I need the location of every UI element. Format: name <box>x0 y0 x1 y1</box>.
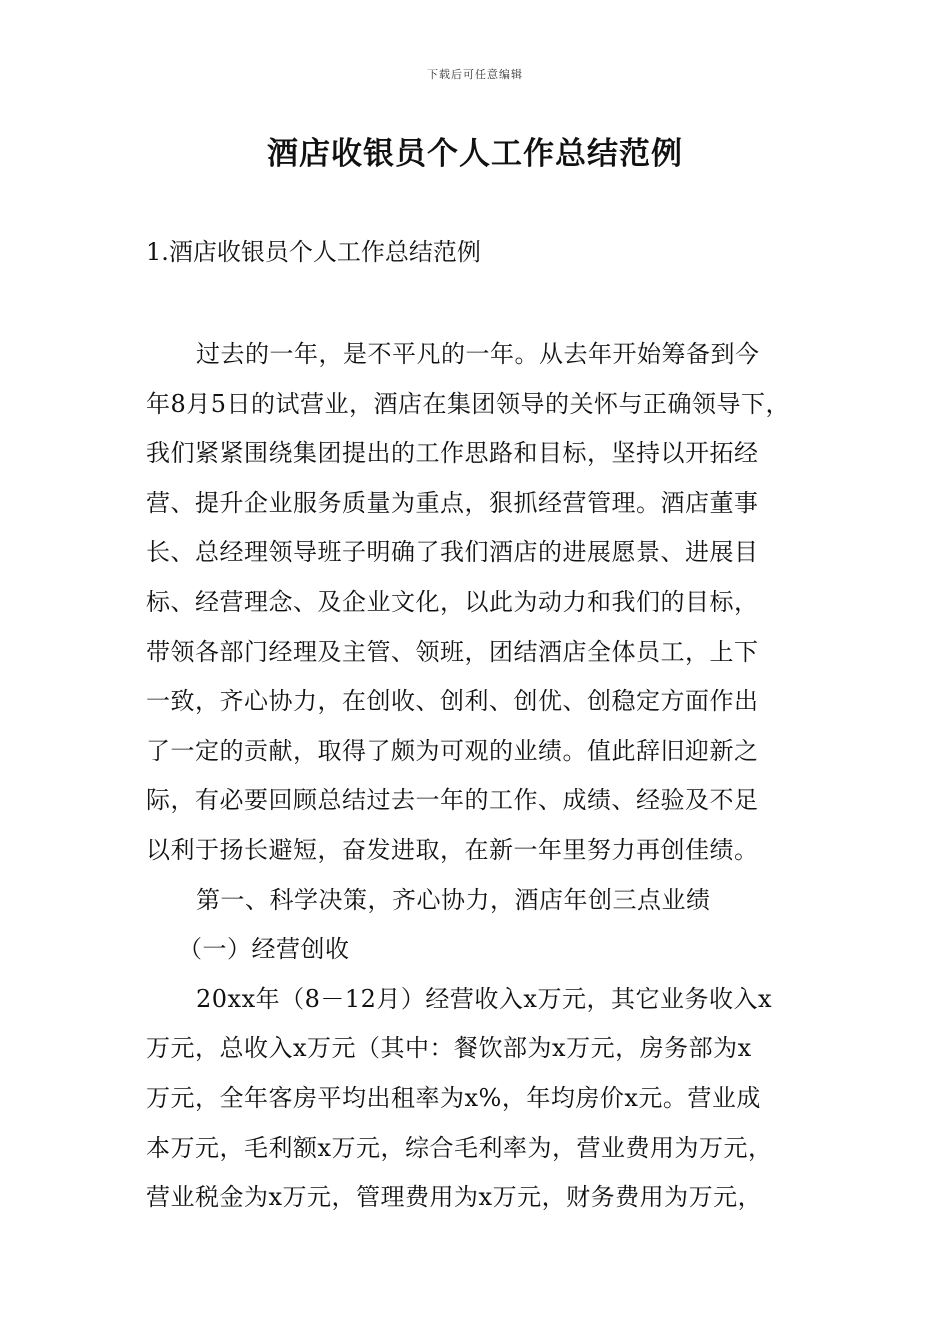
section-subheading: 1.酒店收银员个人工作总结范例 <box>146 238 481 266</box>
page-title: 酒店收银员个人工作总结范例 <box>267 136 683 172</box>
paragraph-line: 一致，齐心协力，在创收、创利、创优、创稳定方面作出 <box>146 687 759 716</box>
header-note: 下载后可任意编辑 <box>427 68 523 81</box>
paragraph-line: 本万元，毛利额x万元，综合毛利率为，营业费用为万元， <box>146 1133 773 1162</box>
paragraph-line: 20xx年（8－12月）经营收入x万元，其它业务收入x <box>196 984 772 1013</box>
paragraph-line: 长、总经理领导班子明确了我们酒店的进展愿景、进展目 <box>146 538 759 567</box>
paragraph-line: 万元，总收入x万元（其中：餐饮部为x万元，房务部为x <box>146 1034 752 1063</box>
paragraph-line: 了一定的贡献，取得了颇为可观的业绩。值此辞旧迎新之 <box>146 736 759 765</box>
subsection-heading: （一）经营创收 <box>178 935 350 964</box>
paragraph-line: 标、经营理念、及企业文化，以此为动力和我们的目标， <box>146 587 759 616</box>
paragraph-line: 以利于扬长避短，奋发进取，在新一年里努力再创佳绩。 <box>146 835 759 864</box>
paragraph-line: 营业税金为x万元，管理费用为x万元，财务费用为万元， <box>146 1183 763 1212</box>
section-heading: 第一、科学决策，齐心协力，酒店年创三点业绩 <box>196 885 711 914</box>
body-text <box>146 330 826 1223</box>
paragraph-line: 过去的一年，是不平凡的一年。从去年开始筹备到今 <box>196 340 760 368</box>
paragraph-line: 我们紧紧围绕集团提出的工作思路和目标，坚持以开拓经 <box>146 439 759 468</box>
paragraph-line: 带领各部门经理及主管、领班，团结酒店全体员工，上下 <box>146 637 759 666</box>
paragraph-line: 际，有必要回顾总结过去一年的工作、成绩、经验及不足 <box>146 786 759 815</box>
paragraph-line: 万元，全年客房平均出租率为x%，年均房价x元。营业成 <box>146 1083 761 1112</box>
paragraph-line: 营、提升企业服务质量为重点，狠抓经营管理。酒店董事 <box>146 488 759 517</box>
paragraph-line: 年8月5日的试营业，酒店在集团领导的关怀与正确领导下， <box>146 389 791 418</box>
